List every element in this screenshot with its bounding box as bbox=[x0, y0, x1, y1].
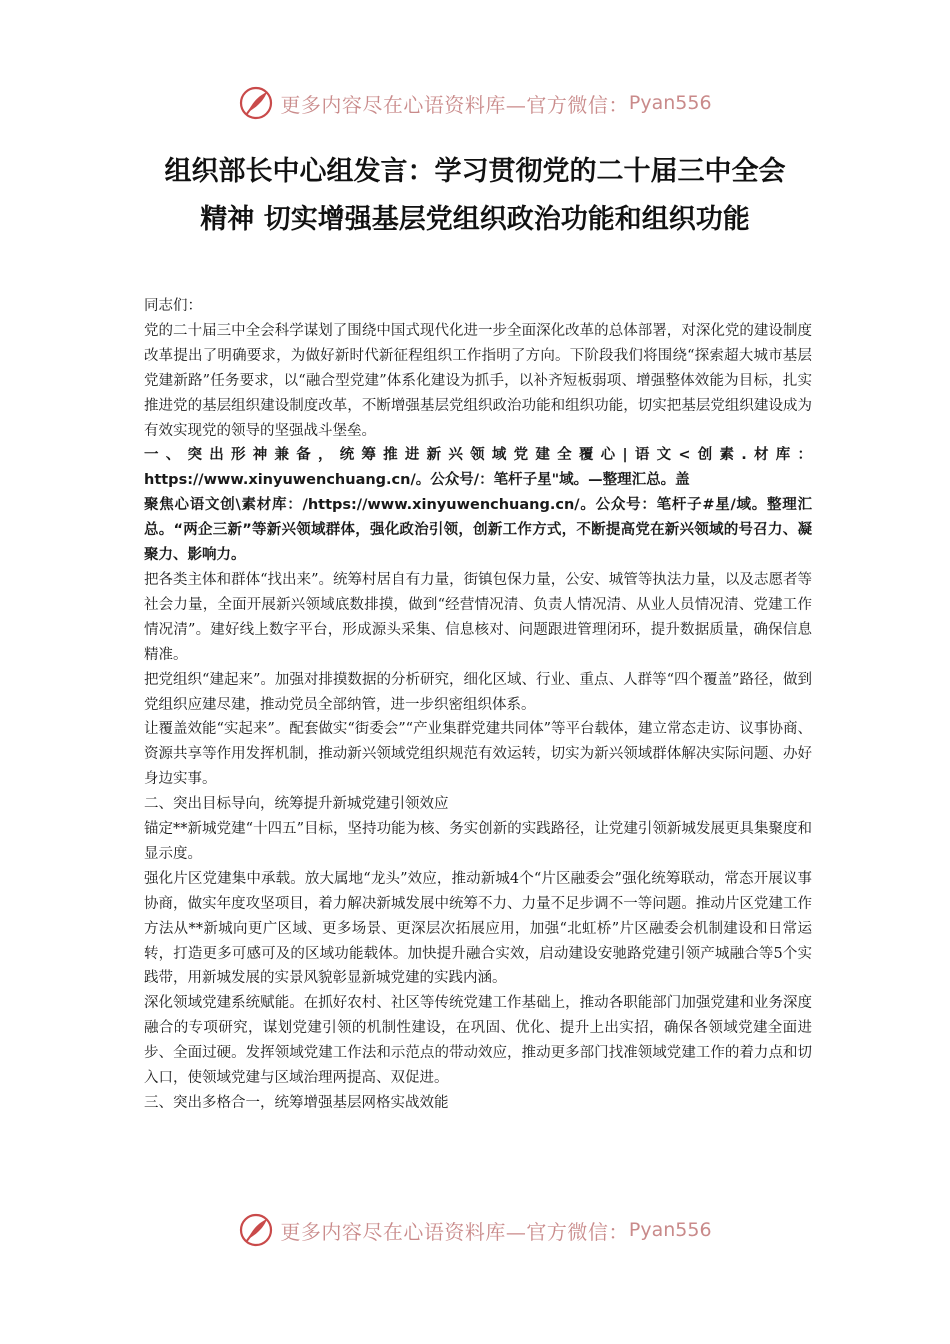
section-1-heading: 一、突出形神兼备，统筹推进新兴领域党建全覆心|语文<创素.材库： https://www.xinyuwenchuang.cn/。公众号/：笔杆子星"域。—整理汇总。盖 bbox=[144, 447, 812, 489]
section-3-heading: 三、突出多格合一，统筹增强基层网格实战效能 bbox=[144, 1095, 449, 1111]
paragraph-district-party: 强化片区党建集中承载。放大属地“龙头”效应，推动新城4个“片区融委会”强化统筹联动，常态开展议事协商，做实年度攻坚项目，着力解决新城发展中统筹不力、力量不足步调不一等问题。推动片区党建工作方法从**新城向更广区域、更多场景、更深层次拓展应用，加强“北虹桥”片区融委会机制建设和日常运转，打造更多可感可及的区域功能载体。加快提升融合实效，启动建设安驰路党建引领产城融合等5个实践带，用新城发展的实景风貌彰显新城党建的实践内涵。 bbox=[144, 870, 812, 987]
title-line-1: 组织部长中心组发言：学习贯彻党的二十届三中全会 bbox=[164, 156, 786, 187]
banner-text: 更多内容尽在心语资料库—官方微信： bbox=[280, 92, 629, 117]
section-2-heading: 二、突出目标导向，统筹提升新城党建引领效应 bbox=[144, 796, 449, 813]
salutation: 同志们： bbox=[144, 298, 202, 314]
banner-text: 更多内容尽在心语资料库—官方微信： bbox=[280, 1219, 629, 1244]
quill-pen-logo-icon bbox=[238, 1212, 274, 1248]
header-watermark-banner bbox=[0, 83, 950, 123]
document-body bbox=[144, 294, 812, 1116]
quill-pen-logo-icon bbox=[238, 85, 274, 121]
paragraph-build-up: 把党组织“建起来”。加强对排摸数据的分析研究，细化区域、行业、重点、人群等“四个覆盖”路径，做到党组织应建尽建，推动党员全部纳管，进一步织密组织体系。 bbox=[144, 671, 812, 713]
banner-wechat-id: Pyan556 bbox=[628, 92, 712, 114]
paragraph-find-out: 把各类主体和群体“找出来”。统筹村居自有力量，街镇包保力量，公安、城管等执法力量，以及志愿者等社会力量，全面开展新兴领域底数排摸，做到“经营情况清、负责人情况清、从业人员情况清、党建工作情况清”。建好线上数字平台，形成源头采集、信息核对、问题跟进管理闭环，提升数据质量，确保信息精准。 bbox=[144, 571, 812, 663]
footer-watermark-banner bbox=[0, 1210, 950, 1250]
intro-paragraph: 党的二十届三中全会科学谋划了围绕中国式现代化进一步全面深化改革的总体部署，对深化党的建设制度改革提出了明确要求，为做好新时代新征程组织工作指明了方向。下阶段我们将围绕“探索超大城市基层党建新路”任务要求，以“融合型党建”体系化建设为抓手，以补齐短板弱项、增强整体效能为目标，扎实推进党的基层组织建设制度改革，不断增强基层党组织政治功能和组织功能，切实把基层党组织建设成为有效实现党的领导的坚强战斗堡垒。 bbox=[144, 322, 812, 439]
section-1-lead: 聚焦心语文创\素材库：/https://www.xinyuwenchuang.cn/。公众号：笔杆子#星/域。整理汇总。“两企三新”等新兴领域群体，强化政治引领，创新工作方式，不断提高党在新兴领域的号召力、凝聚力、影响力。 bbox=[144, 497, 812, 564]
paragraph-make-real: 让覆盖效能“实起来”。配套做实“街委会”“产业集群党建共同体”等平台载体，建立常态走访、议事协商、资源共享等作用发挥机制，推动新兴领域党组织规范有效运转，切实为新兴领域群体解决实际问题、办好身边实事。 bbox=[144, 721, 812, 788]
title-line-2: 精神 切实增强基层党组织政治功能和组织功能 bbox=[200, 204, 750, 235]
paragraph-domain-party: 深化领域党建系统赋能。在抓好农村、社区等传统党建工作基础上，推动各职能部门加强党建和业务深度融合的专项研究，谋划党建引领的机制性建设，在巩固、优化、提升上出实招，确保各领域党建全面进步、全面过硬。发挥领域党建工作法和示范点的带动效应，推动更多部门找准领域党建工作的着力点和切入口，使领域党建与区域治理两提高、双促进。 bbox=[144, 995, 812, 1087]
document-title bbox=[100, 148, 850, 244]
banner-wechat-id: Pyan556 bbox=[628, 1219, 712, 1241]
section-2-lead: 锚定**新城党建“十四五”目标，坚持功能为核、务实创新的实践路径，让党建引领新城发展更具集聚度和显示度。 bbox=[144, 821, 812, 862]
